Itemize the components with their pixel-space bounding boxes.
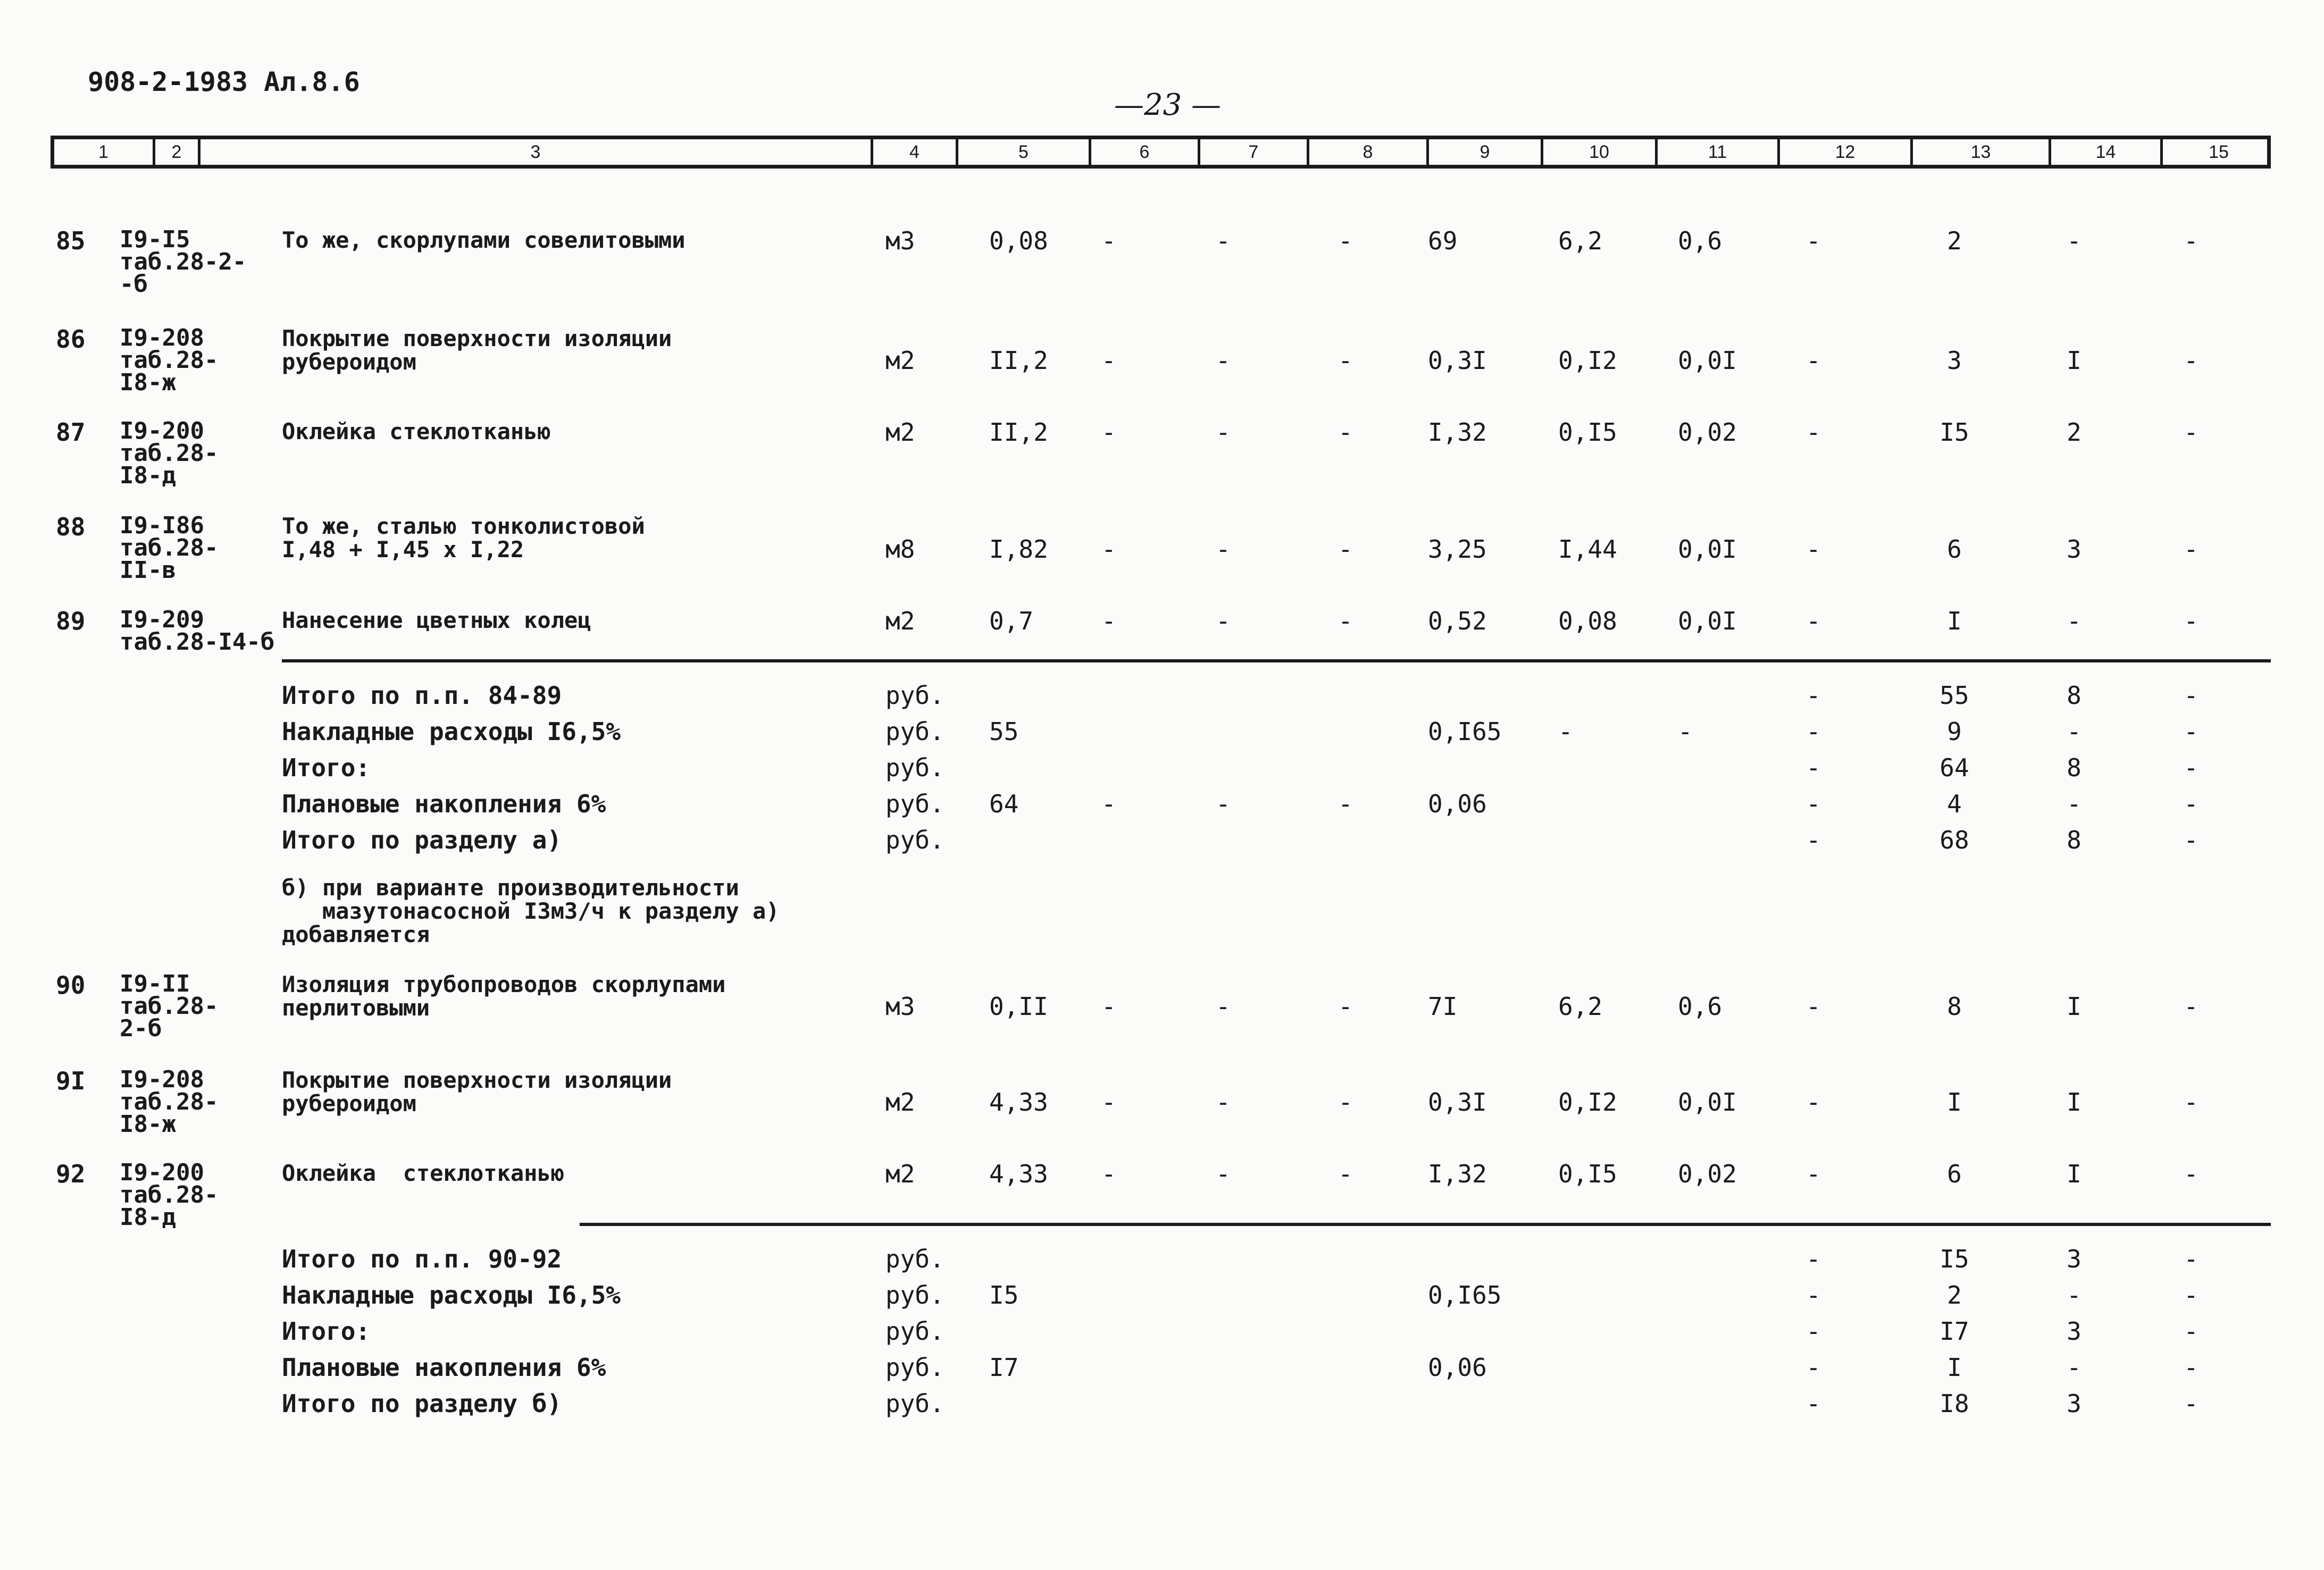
- section-a-summary-c15: -: [2184, 826, 2198, 854]
- item-b-cell-c12: -: [1806, 1088, 1821, 1116]
- item-cell-c14: -: [2067, 607, 2081, 635]
- section-b-summary-label: Итого по п.п. 90-92: [282, 1245, 562, 1273]
- column-header-3: 3: [200, 139, 873, 165]
- section-a-summary-c12: -: [1806, 826, 1821, 854]
- subtotal-rule-2: [580, 1223, 2271, 1226]
- section-a-summary-c12: -: [1806, 753, 1821, 782]
- item-b-cell-c14: I: [2067, 1160, 2081, 1188]
- section-b-summary-label: Итого:: [282, 1317, 371, 1346]
- item-cell-c9: 0,52: [1428, 607, 1487, 635]
- item-cell-c13: I: [1947, 607, 1962, 635]
- section-a-summary-c12: -: [1806, 717, 1821, 746]
- section-b-summary-unit: руб.: [885, 1245, 944, 1273]
- item-cell-c8: -: [1338, 607, 1353, 635]
- item-cell-c5: I,82: [989, 535, 1048, 564]
- item-cell-c13: I5: [1940, 418, 1969, 447]
- section-b-note: б) при варианте производительности мазутонасосной I3м3/ч к разделу а) добавляется: [282, 875, 780, 947]
- item-cell-c6: -: [1101, 346, 1116, 375]
- section-b-summary-c13: I: [1947, 1353, 1962, 1382]
- item-b-row-number: 90: [56, 971, 86, 1000]
- column-header-4: 4: [873, 139, 958, 165]
- item-row-code: I9-208 таб.28- I8-ж: [120, 324, 219, 396]
- item-b-cell-c7: -: [1216, 992, 1231, 1021]
- item-b-cell-c12: -: [1806, 1160, 1821, 1188]
- section-a-summary-unit: руб.: [885, 790, 944, 818]
- item-cell-c12: -: [1806, 535, 1821, 564]
- section-b-summary-c14: 3: [2067, 1389, 2081, 1418]
- section-a-summary-c10: -: [1558, 717, 1573, 746]
- item-cell-c6: -: [1101, 535, 1116, 564]
- column-header-12: 12: [1780, 139, 1913, 165]
- section-b-summary-c5: I5: [989, 1281, 1019, 1309]
- section-b-summary-c15: -: [2184, 1245, 2198, 1273]
- item-b-row-description: Покрытие поверхности изоляции рубероидом: [282, 1067, 672, 1116]
- section-b-summary-c5: I7: [989, 1353, 1019, 1382]
- item-cell-c14: 2: [2067, 418, 2081, 447]
- section-b-summary-c12: -: [1806, 1245, 1821, 1273]
- item-cell-c7: -: [1216, 607, 1231, 635]
- column-header-6: 6: [1091, 139, 1200, 165]
- section-a-summary-c13: 9: [1947, 717, 1962, 746]
- item-b-row-code: I9-200 таб.28- I8-д: [120, 1159, 219, 1231]
- item-cell-unit: м2: [885, 418, 915, 447]
- item-cell-c10: 0,08: [1558, 607, 1617, 635]
- item-cell-c11: 0,0I: [1678, 346, 1737, 375]
- section-b-summary-c9: 0,06: [1428, 1353, 1487, 1382]
- item-b-cell-c7: -: [1216, 1160, 1231, 1188]
- item-b-cell-c15: -: [2184, 1088, 2198, 1116]
- item-b-cell-c9: 0,3I: [1428, 1088, 1487, 1116]
- item-b-row-description: Оклейка стеклотканью: [282, 1160, 565, 1186]
- section-b-summary-c12: -: [1806, 1281, 1821, 1309]
- item-b-cell-c13: 6: [1947, 1160, 1962, 1188]
- item-b-cell-unit: м2: [885, 1160, 915, 1188]
- section-a-summary-c13: 68: [1940, 826, 1969, 854]
- item-row-number: 86: [56, 325, 86, 354]
- item-row-code: I9-209 таб.28-I4-б: [120, 606, 275, 656]
- section-b-summary-unit: руб.: [885, 1389, 944, 1418]
- item-b-row-code: I9-208 таб.28- I8-ж: [120, 1066, 219, 1138]
- section-a-summary-c8: -: [1338, 790, 1353, 818]
- column-header-14: 14: [2051, 139, 2163, 165]
- item-cell-c10: 0,I2: [1558, 346, 1617, 375]
- item-b-cell-c14: I: [2067, 992, 2081, 1021]
- section-a-summary-c12: -: [1806, 790, 1821, 818]
- section-a-summary-c15: -: [2184, 681, 2198, 710]
- item-cell-c6: -: [1101, 418, 1116, 447]
- section-b-summary-label: Плановые накопления 6%: [282, 1353, 606, 1382]
- item-b-cell-c8: -: [1338, 1160, 1353, 1188]
- page-number: —23 —: [1114, 88, 1222, 122]
- item-b-row-number: 9I: [56, 1067, 86, 1095]
- column-header-10: 10: [1543, 139, 1658, 165]
- item-cell-c13: 6: [1947, 535, 1962, 564]
- item-b-cell-c9: 7I: [1428, 992, 1458, 1021]
- column-header-5: 5: [958, 139, 1091, 165]
- column-header-15: 15: [2209, 141, 2229, 162]
- item-row-description: Оклейка стеклотканью: [282, 418, 551, 444]
- item-cell-c15: -: [2184, 418, 2198, 447]
- section-b-summary-c14: 3: [2067, 1245, 2081, 1273]
- section-a-summary-label: Итого:: [282, 753, 371, 782]
- section-a-summary-c9: 0,06: [1428, 790, 1487, 818]
- item-row-number: 88: [56, 513, 86, 541]
- section-a-summary-c6: -: [1101, 790, 1116, 818]
- section-b-summary-unit: руб.: [885, 1317, 944, 1346]
- item-cell-c10: 0,I5: [1558, 418, 1617, 447]
- item-b-cell-c11: 0,0I: [1678, 1088, 1737, 1116]
- item-cell-c8: -: [1338, 535, 1353, 564]
- section-a-summary-c14: -: [2067, 717, 2081, 746]
- section-b-summary-c15: -: [2184, 1317, 2198, 1346]
- section-b-summary-c13: I7: [1940, 1317, 1969, 1346]
- section-a-summary-label: Итого по разделу а): [282, 826, 562, 854]
- item-b-cell-unit: м2: [885, 1088, 915, 1116]
- item-row-code: I9-I5 таб.28-2- -б: [120, 226, 247, 298]
- item-b-row-description: Изоляция трубопроводов скорлупами перлитовыми: [282, 971, 726, 1021]
- section-a-summary-c9: 0,I65: [1428, 717, 1502, 746]
- item-b-row-code: I9-II таб.28- 2-б: [120, 970, 219, 1042]
- section-a-summary-c13: 55: [1940, 681, 1969, 710]
- item-cell-c6: -: [1101, 226, 1116, 255]
- column-header-7: 7: [1200, 139, 1309, 165]
- item-cell-c11: 0,6: [1678, 226, 1723, 255]
- item-cell-c15: -: [2184, 607, 2198, 635]
- item-b-cell-c10: 0,I2: [1558, 1088, 1617, 1116]
- section-b-summary-unit: руб.: [885, 1353, 944, 1382]
- item-cell-c7: -: [1216, 418, 1231, 447]
- section-a-summary-c13: 64: [1940, 753, 1969, 782]
- item-b-cell-c12: -: [1806, 992, 1821, 1021]
- section-a-summary-c11: -: [1678, 717, 1693, 746]
- item-cell-unit: м8: [885, 535, 915, 564]
- item-b-cell-c11: 0,02: [1678, 1160, 1737, 1188]
- section-a-summary-c14: 8: [2067, 753, 2081, 782]
- item-b-cell-c6: -: [1101, 992, 1116, 1021]
- column-header-1: 1: [54, 139, 155, 165]
- item-b-cell-c8: -: [1338, 992, 1353, 1021]
- item-b-cell-c14: I: [2067, 1088, 2081, 1116]
- item-row-description: Нанесение цветных колец: [282, 607, 591, 633]
- item-row-description: Покрытие поверхности изоляции рубероидом: [282, 325, 672, 375]
- item-b-cell-c10: 0,I5: [1558, 1160, 1617, 1188]
- item-cell-c8: -: [1338, 346, 1353, 375]
- column-header-2: 2: [155, 139, 200, 165]
- item-b-cell-c5: 0,II: [989, 992, 1048, 1021]
- column-header-row: [51, 136, 2271, 169]
- item-row-code: I9-I86 таб.28- II-в: [120, 512, 219, 584]
- section-a-summary-c14: -: [2067, 790, 2081, 818]
- section-a-summary-unit: руб.: [885, 753, 944, 782]
- item-row-number: 89: [56, 607, 86, 635]
- section-a-summary-c15: -: [2184, 790, 2198, 818]
- item-b-cell-c15: -: [2184, 992, 2198, 1021]
- item-cell-c9: 69: [1428, 226, 1458, 255]
- item-cell-c5: II,2: [989, 418, 1048, 447]
- item-cell-c12: -: [1806, 346, 1821, 375]
- item-b-cell-c15: -: [2184, 1160, 2198, 1188]
- section-b-summary-label: Итого по разделу б): [282, 1389, 562, 1418]
- section-b-summary-c15: -: [2184, 1353, 2198, 1382]
- item-cell-unit: м3: [885, 226, 915, 255]
- item-b-row-number: 92: [56, 1160, 86, 1188]
- item-cell-c6: -: [1101, 607, 1116, 635]
- item-b-cell-c5: 4,33: [989, 1160, 1048, 1188]
- item-b-cell-c5: 4,33: [989, 1088, 1048, 1116]
- section-b-summary-c14: 3: [2067, 1317, 2081, 1346]
- item-cell-c11: 0,02: [1678, 418, 1737, 447]
- item-cell-c7: -: [1216, 535, 1231, 564]
- item-cell-c9: 0,3I: [1428, 346, 1487, 375]
- section-b-summary-c12: -: [1806, 1353, 1821, 1382]
- section-a-summary-c13: 4: [1947, 790, 1962, 818]
- item-cell-c15: -: [2184, 535, 2198, 564]
- item-cell-c11: 0,0I: [1678, 607, 1737, 635]
- section-a-summary-unit: руб.: [885, 717, 944, 746]
- section-b-summary-c15: -: [2184, 1281, 2198, 1309]
- section-a-summary-c5: 64: [989, 790, 1019, 818]
- item-cell-c13: 2: [1947, 226, 1962, 255]
- item-cell-c15: -: [2184, 346, 2198, 375]
- item-cell-c7: -: [1216, 346, 1231, 375]
- item-b-cell-c10: 6,2: [1558, 992, 1603, 1021]
- section-b-summary-c12: -: [1806, 1317, 1821, 1346]
- item-cell-unit: м2: [885, 607, 915, 635]
- item-row-description: То же, скорлупами совелитовыми: [282, 227, 686, 253]
- item-b-cell-c6: -: [1101, 1088, 1116, 1116]
- item-b-cell-c7: -: [1216, 1088, 1231, 1116]
- item-b-cell-unit: м3: [885, 992, 915, 1021]
- item-row-number: 85: [56, 226, 86, 255]
- section-b-summary-c14: -: [2067, 1353, 2081, 1382]
- section-a-summary-c7: -: [1216, 790, 1231, 818]
- section-b-summary-c13: I5: [1940, 1245, 1969, 1273]
- item-b-cell-c13: 8: [1947, 992, 1962, 1021]
- item-b-cell-c11: 0,6: [1678, 992, 1723, 1021]
- section-a-summary-c14: 8: [2067, 681, 2081, 710]
- item-cell-c14: I: [2067, 346, 2081, 375]
- section-a-summary-c5: 55: [989, 717, 1019, 746]
- item-b-cell-c9: I,32: [1428, 1160, 1487, 1188]
- item-cell-c12: -: [1806, 226, 1821, 255]
- item-cell-c5: 0,08: [989, 226, 1048, 255]
- item-b-cell-c6: -: [1101, 1160, 1116, 1188]
- section-b-summary-c13: 2: [1947, 1281, 1962, 1309]
- section-b-summary-c9: 0,I65: [1428, 1281, 1502, 1309]
- item-cell-c12: -: [1806, 418, 1821, 447]
- section-b-summary-c14: -: [2067, 1281, 2081, 1309]
- document-code: 908-2-1983 Ал.8.6: [88, 66, 360, 97]
- section-a-summary-label: Плановые накопления 6%: [282, 790, 606, 818]
- column-header-8: 8: [1309, 139, 1429, 165]
- section-b-summary-c15: -: [2184, 1389, 2198, 1418]
- item-cell-c12: -: [1806, 607, 1821, 635]
- item-cell-c8: -: [1338, 226, 1353, 255]
- item-cell-unit: м2: [885, 346, 915, 375]
- section-a-summary-label: Накладные расходы I6,5%: [282, 717, 621, 746]
- section-b-summary-c13: I8: [1940, 1389, 1969, 1418]
- item-cell-c10: 6,2: [1558, 226, 1603, 255]
- item-cell-c5: 0,7: [989, 607, 1034, 635]
- section-b-summary-c12: -: [1806, 1389, 1821, 1418]
- item-cell-c8: -: [1338, 418, 1353, 447]
- section-a-summary-c12: -: [1806, 681, 1821, 710]
- item-cell-c9: 3,25: [1428, 535, 1487, 564]
- section-a-summary-label: Итого по п.п. 84-89: [282, 681, 562, 710]
- item-cell-c7: -: [1216, 226, 1231, 255]
- section-a-summary-unit: руб.: [885, 681, 944, 710]
- section-a-summary-c15: -: [2184, 717, 2198, 746]
- item-b-cell-c13: I: [1947, 1088, 1962, 1116]
- item-cell-c9: I,32: [1428, 418, 1487, 447]
- item-cell-c15: -: [2184, 226, 2198, 255]
- item-row-number: 87: [56, 418, 86, 447]
- subtotal-rule-1: [282, 659, 2271, 662]
- section-b-summary-label: Накладные расходы I6,5%: [282, 1281, 621, 1309]
- item-b-cell-c8: -: [1338, 1088, 1353, 1116]
- section-a-summary-c14: 8: [2067, 826, 2081, 854]
- item-cell-c14: -: [2067, 226, 2081, 255]
- item-cell-c10: I,44: [1558, 535, 1617, 564]
- column-header-13: 13: [1913, 139, 2051, 165]
- item-cell-c13: 3: [1947, 346, 1962, 375]
- item-cell-c11: 0,0I: [1678, 535, 1737, 564]
- item-cell-c5: II,2: [989, 346, 1048, 375]
- item-row-code: I9-200 таб.28- I8-д: [120, 417, 219, 489]
- section-b-summary-unit: руб.: [885, 1281, 944, 1309]
- section-a-summary-c15: -: [2184, 753, 2198, 782]
- item-cell-c14: 3: [2067, 535, 2081, 564]
- column-header-11: 11: [1658, 139, 1780, 165]
- section-a-summary-unit: руб.: [885, 826, 944, 854]
- item-row-description: То же, сталью тонколистовой I,48 + I,45 x I,22: [282, 513, 645, 562]
- column-header-9: 9: [1429, 139, 1543, 165]
